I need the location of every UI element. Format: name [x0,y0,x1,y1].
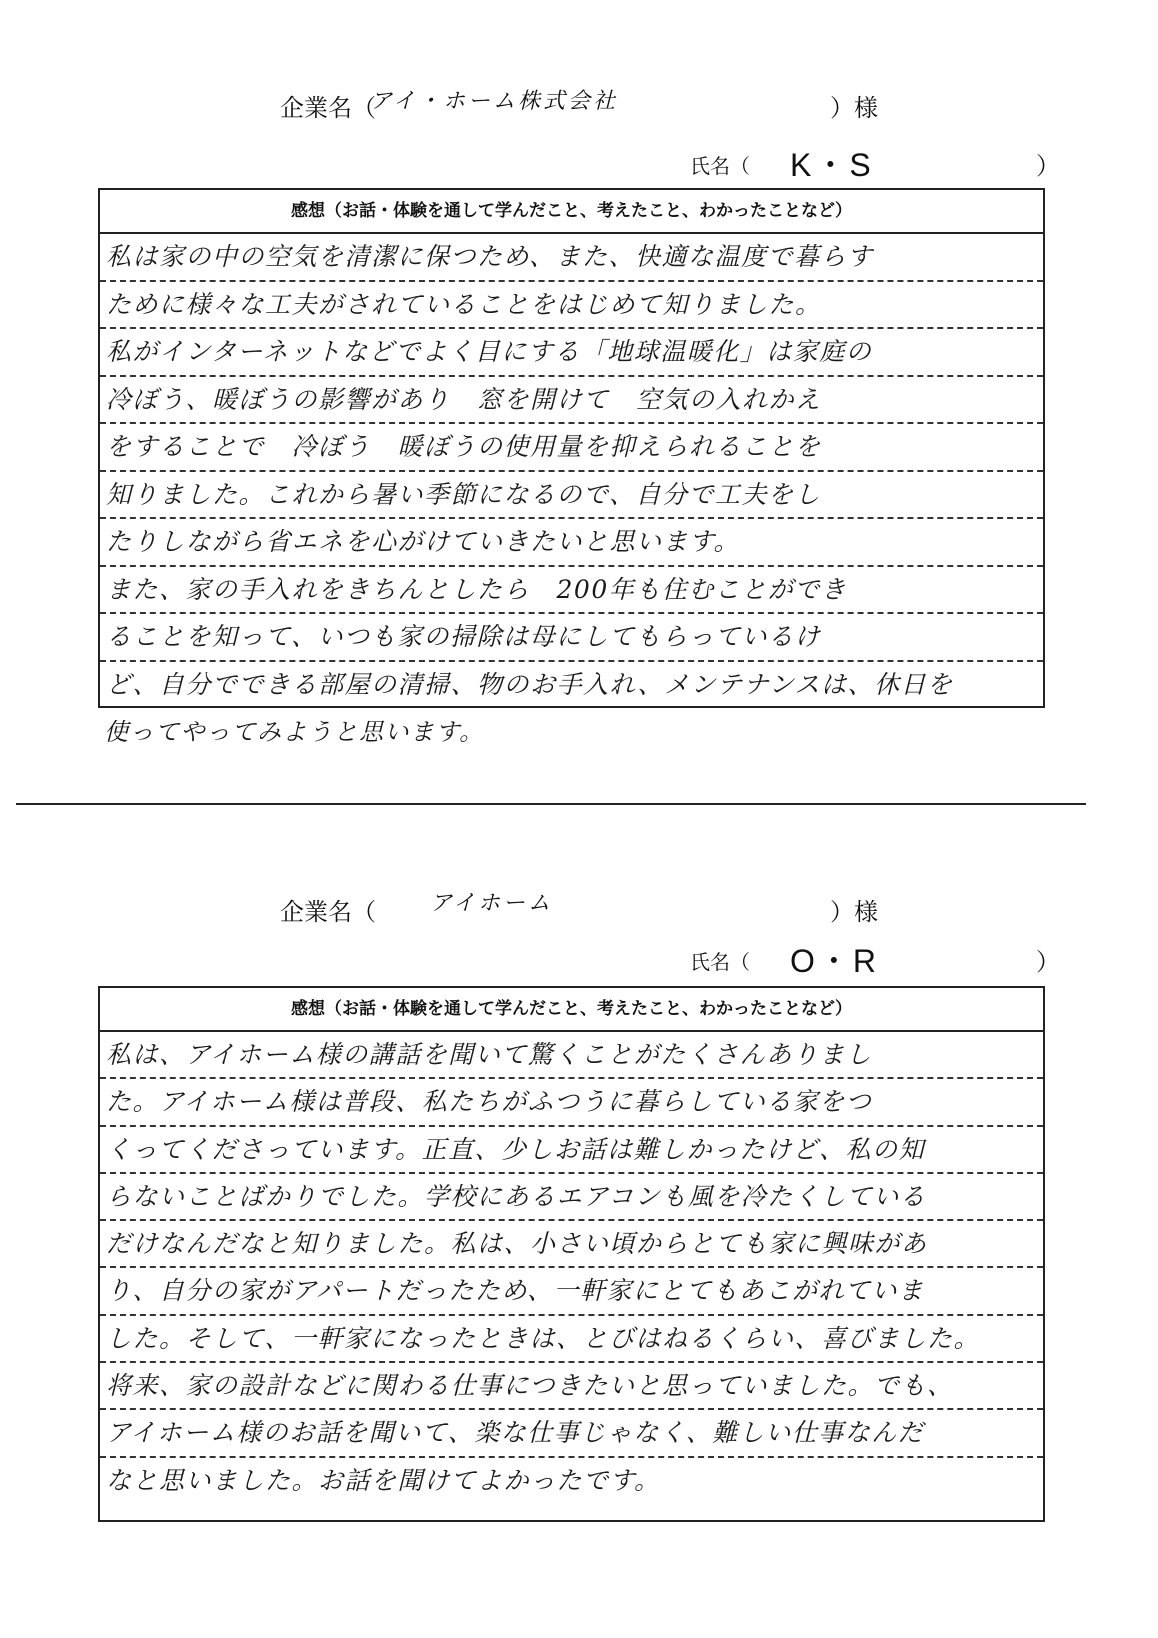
impression-line: また、家の手入れをきちんとしたら 200年も住むことができ [100,567,1043,615]
impression-lines [100,1032,1043,1505]
company-suffix: ）様 [830,898,878,926]
company-label: 企業名（ [280,94,376,122]
impression-line: たりしながら省エネを心がけていきたいと思います。 [100,519,1043,567]
name-value: K・S [790,147,874,183]
impression-line: ることを知って、いつも家の掃除は母にしてもらっているけ [100,614,1043,662]
name-value: O・R [790,943,880,979]
impression-line: をすることで 冷ぼう 暖ぼうの使用量を抑えられることを [100,424,1043,472]
impression-line: なと思いました。お話を聞けてよかったです。 [106,1465,661,1495]
impression-line: 私は家の中の空気を清潔に保つため、また、快適な温度で暮らす [100,234,1043,282]
impression-line: 将来、家の設計などに関わる仕事につきたいと思っていました。でも、 [100,1363,1043,1410]
impression-header: 感想（お話・体験を通して学んだこと、考えたこと、わかったことなど） [100,988,1043,1032]
impression-line: 冷ぼう、暖ぼうの影響があり 窓を開けて 空気の入れかえ [100,377,1043,425]
company-label: 企業名（ [280,898,376,926]
impression-line: だけなんだなと知りました。私は、小さい頃からとても家に興味があ [100,1221,1043,1268]
impression-header: 感想（お話・体験を通して学んだこと、考えたこと、わかったことなど） [100,190,1043,234]
impression-line: らないことばかりでした。学校にあるエアコンも風を冷たくしている [100,1174,1043,1221]
impression-box [98,986,1045,1522]
impression-lines [100,234,1043,709]
impression-line: アイホーム様のお話を聞いて、楽な仕事じゃなく、難しい仕事なんだ [100,1410,1043,1457]
name-close-paren: ） [1036,152,1060,180]
impression-line: り、自分の家がアパートだったため、一軒家にとてもあこがれていま [100,1268,1043,1315]
impression-overflow-line: 使ってやってみようと思います。 [104,718,485,746]
impression-line: た。アイホーム様は普段、私たちがふつうに暮らしている家をつ [100,1079,1043,1126]
impression-line: ど、自分でできる部屋の清掃、物のお手入れ、メンテナンスは、休日を [106,669,954,699]
impression-line: 知りました。これから暑い季節になるので、自分で工夫をし [100,472,1043,520]
company-name-value: アイ・ホーム株式会社 [370,89,619,114]
impression-line: ために様々な工夫がされていることをはじめて知りました。 [100,282,1043,330]
impression-line: 私は、アイホーム様の講話を聞いて驚くことがたくさんありまし [100,1032,1043,1079]
name-label: 氏名（ [690,154,750,178]
impression-line: 私がインターネットなどでよく目にする「地球温暖化」は家庭の [100,329,1043,377]
name-close-paren: ） [1036,948,1060,976]
impression-box [98,188,1045,708]
company-suffix: ）様 [830,94,878,122]
impression-line: した。そして、一軒家になったときは、とびはねるくらい、喜びました。 [100,1316,1043,1363]
company-name-value: アイホーム [430,891,554,916]
impression-line: くってくださっています。正直、少しお話は難しかったけど、私の知 [100,1127,1043,1174]
section-divider [16,803,1086,805]
name-label: 氏名（ [690,950,750,974]
